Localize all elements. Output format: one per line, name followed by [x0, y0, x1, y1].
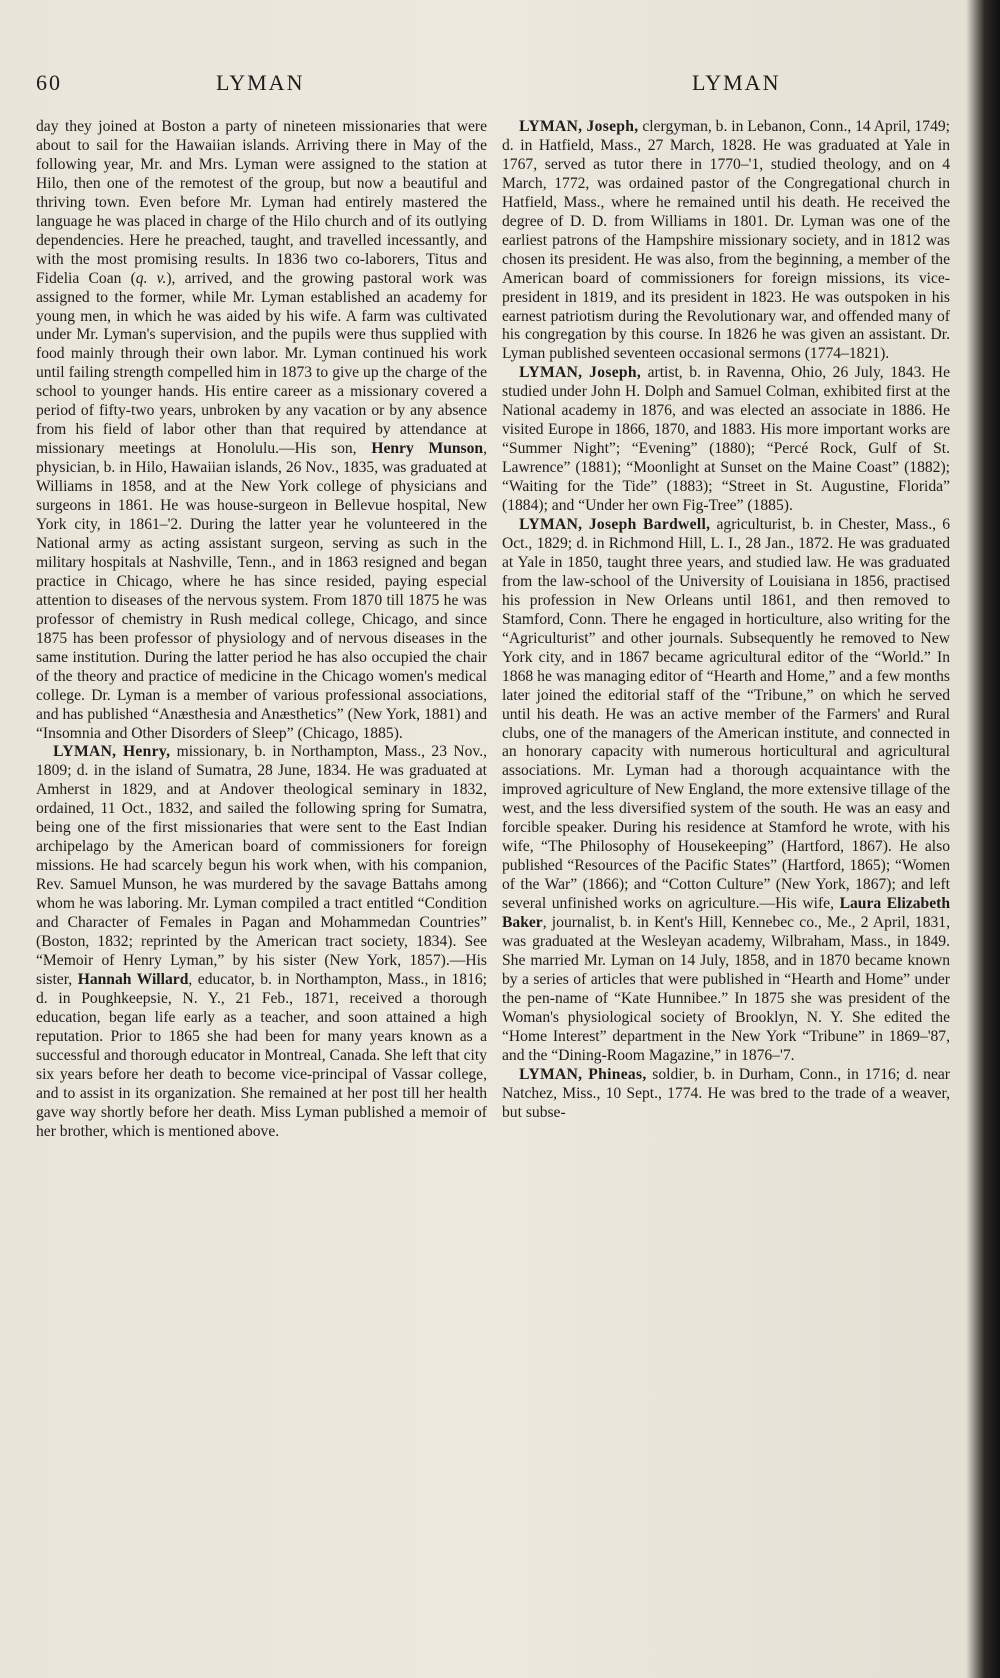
entry-lyman-joseph-artist: LYMAN, Joseph, artist, b. in Ravenna, Ohio, 26 July, 1843. He studied under John H. Dolph and Samuel Colman, exhibited first at the National academy in 1876, and was elected an associate in 1886. He visited Europe in 1866, 1870, and 1883. His more important works are “Summer Night”; “Evening” (1880); “Percé Rock, Gulf of St. Lawrence” (1881); “Moonlight at Sunset on the Maine Coast” (1882); “Waiting for the Tide” (1883); “Street in St. Augustine, Florida” (1884); and “Under her own Fig-Tree” (1885).: [502, 364, 950, 515]
subentry-name-hannah-willard: Hannah Willard: [77, 970, 189, 988]
entry-lyman-phineas: LYMAN, Phineas, soldier, b. in Durham, Conn., in 1716; d. near Natchez, Miss., 10 Sept., 1774. He was bred to the trade of a weaver, but subse-: [502, 1065, 950, 1121]
subentry-name-laura-elizabeth-baker: Laura Elizabeth Baker: [502, 895, 950, 932]
entry-lyman-joseph-clergyman: LYMAN, Joseph, clergyman, b. in Lebanon, Conn., 14 April, 1749; d. in Hatfield, Mass., 27 March, 1828. He was graduated at Yale in 1767, served as tutor there in 1770–'1, studied theology, and on 4 March, 1772, was ordained pastor of the Congregational church in Hatfield, Mass., where he remained until his death. He received the degree of D. D. from Williams in 1801. Dr. Lyman was one of the earliest patrons of the Hampshire missionary society, and in 1812 was chosen its president. He was also, from the beginning, a member of the American board of commissioners for foreign missions, its vice-president in 1819, and its president in 1823. He was outspoken in his earnest patriotism during the Revolutionary war, and offended many of his congregation by this course. In 1826 he was given an assistant. Dr. Lyman published seventeen occasional sermons (1774–1821).: [502, 118, 950, 363]
entry-headword: LYMAN, Joseph,: [519, 118, 639, 135]
running-head-right: LYMAN: [692, 70, 781, 95]
page-number: 60: [36, 70, 62, 95]
page-header: [36, 70, 951, 100]
subentry-name-henry-munson: Henry Munson: [371, 440, 484, 458]
entry-headword: LYMAN, Joseph Bardwell,: [519, 516, 711, 534]
entry-headword: LYMAN, Henry,: [53, 743, 171, 761]
entry-headword: LYMAN, Phineas,: [519, 1065, 647, 1083]
entry-lyman-joseph-bardwell: LYMAN, Joseph Bardwell, agriculturist, b. in Chester, Mass., 6 Oct., 1829; d. in Richmond Hill, L. I., 28 Jan., 1872. He was graduated at Yale in 1850, taught three years, and studied law. He was graduated from the law-school of the University of Louisiana in 1856, practised his profession in New Orleans until 1861, and then removed to Stamford, Conn. There he engaged in horticulture, also writing for the “Agriculturist” and other journals. Subsequently he removed to New York city, and in 1867 became agricultural editor of the “World.” In 1868 he was managing editor of “Hearth and Home,” and a few months later joined the editorial staff of the “Tribune,” on which he served until his death. He was an active member of the Farmers' and Rural clubs, one of the managers of the American institute, and connected in an honorary capacity with numerous horticultural and agricultural associations. Mr. Lyman had a thorough acquaintance with the improved agriculture of New England, the more extensive tillage of the west, and the less diversified system of the south. He was an easy and forcible speaker. During his residence at Stamford he wrote, with his wife, “The Philosophy of Housekeeping” (Hartford, 1867). He also published “Resources of the Pacific States” (Hartford, 1865); “Women of the War” (1866); and “Cotton Culture” (New York, 1867); and left several unfinished works on agriculture.—His wife, Laura Elizabeth Baker, journalist, b. in Kent's Hill, Kennebec co., Me., 2 April, 1831, was graduated at the Wesleyan academy, Wilbraham, Mass., in 1849. She married Mr. Lyman on 14 July, 1858, and in 1870 became known by a series of articles that were published in “Hearth and Home” under the pen-name of “Kate Hunnibee.” In 1875 she was president of the Woman's physiological society of Brooklyn, N. Y. She edited the “Home Interest” department in the New York “Tribune” in 1869–'87, and the “Dining-Room Magazine,” in 1876–'7.: [502, 516, 950, 1064]
page-edge-shadow: [966, 0, 1000, 1678]
right-column: [502, 118, 950, 1658]
entry-lyman-henry: LYMAN, Henry, missionary, b. in Northampton, Mass., 23 Nov., 1809; d. in the island of Sumatra, 28 June, 1834. He was graduated at Amherst in 1829, and at Andover theological seminary in 1832, ordained, 11 Oct., 1832, and sailed the following spring for Sumatra, being one of the first missionaries that were sent to the East Indian archipelago by the American board of commissioners for foreign missions. He had scarcely begun his work when, with his companion, Rev. Samuel Munson, he was murdered by the savage Battahs among whom he was laboring. Mr. Lyman compiled a tract entitled “Condition and Character of Females in Pagan and Mohammedan Countries” (Boston, 1832; reprinted by the American tract society, 1834). See “Memoir of Henry Lyman,” by his sister (New York, 1857).—His sister, Hannah Willard, educator, b. in Northampton, Mass., in 1816; d. in Poughkeepsie, N. Y., 21 Feb., 1871, received a thorough education, began life early as a teacher, and soon attained a high reputation. Prior to 1865 she had been for many years known as a successful and thorough educator in Montreal, Canada. She left that city six years before her death to become vice-principal of Vassar college, and to assist in its organization. She remained at her post till her health gave way shortly before her death. Miss Lyman published a memoir of her brother, which is mentioned above.: [36, 743, 487, 1140]
running-head-left: LYMAN: [216, 70, 305, 95]
paragraph-lyman-continued: day they joined at Boston a party of nineteen missionaries that were about to sail for the Hawaiian islands. Arriving there in May of the following year, Mr. and Mrs. Lyman were assigned to the station at Hilo, then one of the remotest of the group, but now a beautiful and thriving town. Even before Mr. Lyman had entirely mastered the language he was placed in charge of the Hilo church and of its outlying dependencies. Here he preached, taught, and travelled incessantly, and with the most promising results. In 1836 two co-laborers, Titus and Fidelia Coan (q. v.), arrived, and the growing pastoral work was assigned to the former, while Mr. Lyman established an academy for young men, in which he was aided by his wife. A farm was cultivated under Mr. Lyman's supervision, and the pupils were thus supplied with food mainly through their own labor. Mr. Lyman continued his work until failing strength compelled him in 1873 to give up the charge of the school to younger hands. His entire career as a missionary covered a period of fifty-two years, unbroken by any vacation or by any absence from his field of labor other than that required by attendance at missionary meetings at Honolulu.—His son, Henry Munson, physician, b. in Hilo, Hawaiian islands, 26 Nov., 1835, was graduated at Williams in 1858, and at the New York college of physicians and surgeons in 1861. He was house-surgeon in Bellevue hospital, New York city, in 1861–'2. During the latter year he volunteered in the National army as acting assistant surgeon, serving as such in the military hospitals at Nashville, Tenn., and in 1863 resigned and began practice in Chicago, where he has since resided, paying especial attention to diseases of the nervous system. From 1870 till 1875 he was professor of chemistry in Rush medical college, Chicago, and since 1875 has been professor of physiology and of nervous diseases in the same institution. During the latter period he has also occupied the chair of the theory and practice of medicine in the Chicago women's medical college. Dr. Lyman is a member of various professional associations, and has published “Anæsthesia and Anæsthetics” (New York, 1881) and “Insomnia and Other Disorders of Sleep” (Chicago, 1885).: [36, 118, 487, 742]
qv-reference: q. v.: [135, 269, 167, 287]
entry-headword: LYMAN, Joseph,: [519, 364, 642, 382]
left-column: [36, 118, 487, 1658]
